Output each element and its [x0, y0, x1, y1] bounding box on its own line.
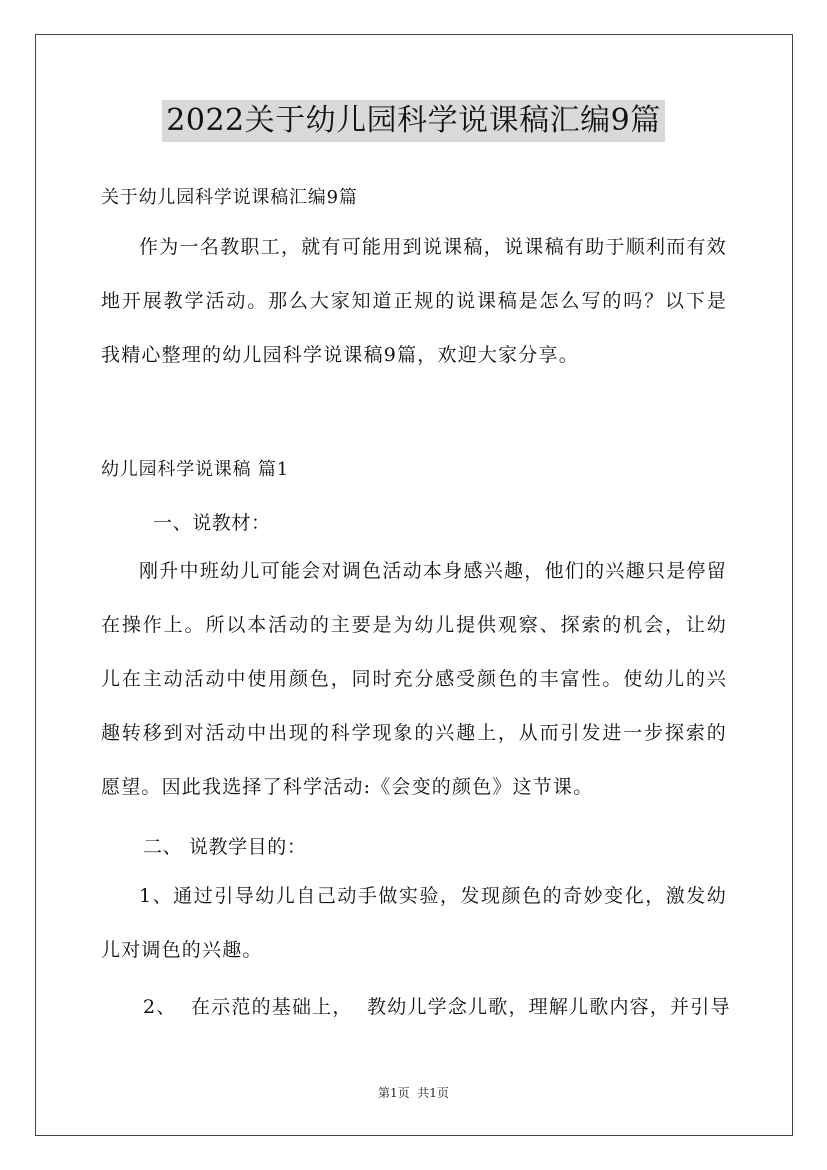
page-footer — [0, 1084, 827, 1101]
document-subtitle: 关于幼儿园科学说课稿汇编9篇 — [101, 187, 358, 208]
intro-paragraph: 作为一名教职工，就有可能用到说课稿，说课稿有助于顺利而有效地开展教学活动。那么大家知道正规的说课稿是怎么写的吗？以下是我精心整理的幼儿园科学说课稿9篇，欢迎大家分享。 — [101, 236, 727, 366]
goal2-paragraph: 2、 在示范的基础上， 教幼儿学念儿歌，理解儿歌内容，并引导 — [143, 996, 731, 1018]
section-heading: 幼儿园科学说课稿 篇1 — [101, 459, 289, 480]
document-title: 2022关于幼儿园科学说课稿汇编9篇 — [162, 100, 664, 142]
page-number: 第1页 共1页 — [378, 1086, 449, 1100]
title-area — [0, 100, 827, 142]
goal1-paragraph: 1、通过引导幼儿自己动手做实验，发现颜色的奇妙变化，激发幼儿对调色的兴趣。 — [101, 885, 727, 961]
part2-heading: 二、 说教学目的： — [143, 836, 307, 858]
part1-paragraph: 刚升中班幼儿可能会对调色活动本身感兴趣，他们的兴趣只是停留在操作上。所以本活动的主要是为幼儿提供观察、探索的机会，让幼儿在主动活动中使用颜色，同时充分感受颜色的丰富性。使幼儿的兴趣转移到对活动中出现的科学现象的兴趣上，从而引发进一步探索的愿望。因此我选择了科学活动:《会变的颜色》这节课。 — [101, 560, 727, 798]
part1-heading: 一、说教材： — [153, 512, 271, 534]
